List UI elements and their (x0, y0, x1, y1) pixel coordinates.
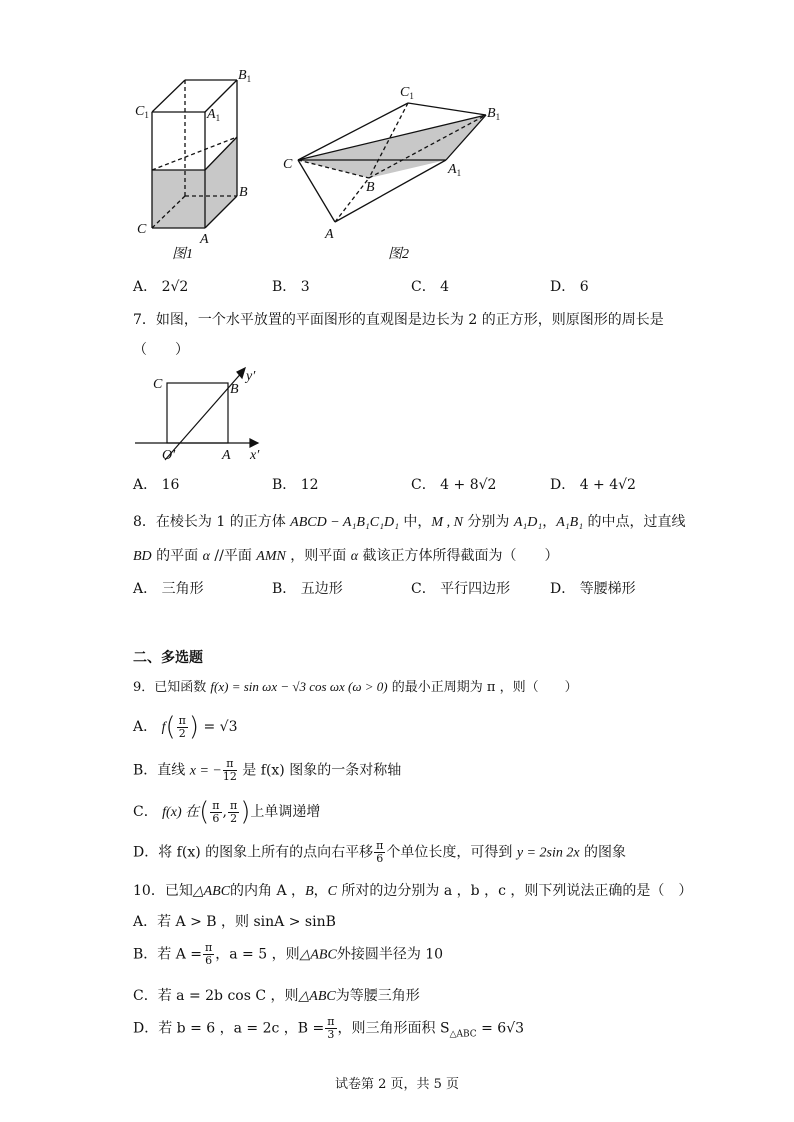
q10-option-d: D．若 b = 6 ，a = 2c ，B = $\frac{\pi}{3}$ ，则三角形面积 $S_{\triangle ABC} = 6√3$ (133, 1015, 525, 1041)
q10-option-a: A．若 A > B ，则 sinA > sinB (133, 914, 336, 930)
label2-B1: $B_1$ (487, 106, 501, 122)
q6-option-d: D． 6 (550, 279, 589, 295)
q7-option-b: B． 12 (272, 477, 319, 493)
label-C1: $C_1$ (135, 104, 149, 120)
label-A: A (200, 232, 209, 247)
q9-option-b: B．直线 x = − $\frac{\pi}{12}$ 是 f(x) 图象的一条对称轴 (133, 757, 402, 783)
q7-label-C: C (153, 377, 163, 392)
x-arrow (250, 439, 258, 447)
q9-option-c: C． f(x) 在( $\frac{\pi}{6}$ , $\frac{\pi}{2}$ )上单调递增 (133, 797, 321, 827)
label-C: C (137, 222, 147, 237)
label-B: B (239, 185, 248, 200)
fig1-caption: 图1 (172, 247, 193, 262)
fig2-caption: 图2 (388, 247, 409, 262)
q8-option-a: A． 三角形 (133, 581, 204, 597)
q7-option-d: D． 4 + 4√2 (550, 477, 636, 493)
q9-option-a: A． f( $\frac{\pi}{2}$ ) = √3 (133, 712, 238, 742)
q7-option-c: C． 4 + 8√2 (411, 477, 497, 493)
q9-stem: 9．已知函数 f(x) = sin ωx − √3 cos ωx (ω > 0) 的最小正周期为 π ，则（ ） (133, 679, 578, 695)
q10-option-b: B．若 A = $\frac{\pi}{6}$ ，a = 5 ，则△ABC外接圆半径为 10 (133, 941, 444, 967)
q6-option-c: C． 4 (411, 279, 450, 295)
q7-label-B: B (230, 382, 239, 397)
q10-option-c: C．若 a = 2b cos C ，则△ABC为等腰三角形 (133, 988, 420, 1004)
q10-stem: 10．已知△ABC的内角 A ，B，C 所对的边分别为 a ，b ，c ，则下列说法正确的是（ ） (133, 883, 693, 899)
q7-paren: （ ） (133, 342, 189, 358)
q7-label-A: A (222, 448, 231, 463)
q8-option-d: D． 等腰梯形 (550, 581, 636, 597)
label2-A1: $A_1$ (448, 162, 462, 178)
section-2-title: 二、多选题 (133, 650, 203, 666)
q7-option-a: A． 16 (133, 477, 180, 493)
q7-stem: 7．如图，一个水平放置的平面图形的直观图是边长为 2 的正方形，则原图形的周长是 (133, 312, 664, 328)
q6-option-b: B． 3 (272, 279, 310, 295)
label2-A: A (325, 227, 334, 242)
q7-label-O: O′ (162, 448, 176, 463)
q7-label-y: y′ (246, 369, 256, 384)
q8-line1: 8．在棱长为 1 的正方体 ABCD − A₁B₁C₁D₁ 中，M , N 分别为 A₁D₁，A₁B₁ 的中点，过直线 (133, 514, 686, 530)
square (167, 383, 228, 443)
q8-option-b: B． 五边形 (272, 581, 343, 597)
page-footer: 试卷第 2 页，共 5 页 (334, 1077, 460, 1092)
label-B1: $B_1$ (238, 68, 252, 84)
q7-figure (0, 0, 794, 500)
label-A1: $A_1$ (207, 107, 221, 123)
q7-label-x: x′ (250, 448, 260, 463)
label2-B: B (366, 180, 375, 195)
label2-C: C (283, 157, 293, 172)
q8-option-c: C． 平行四边形 (411, 581, 511, 597)
label2-C1: $C_1$ (400, 85, 414, 101)
q8-line2: BD 的平面 α //平面 AMN ，则平面 α 截该正方体所得截面为（ ） (133, 548, 559, 564)
q6-option-a: A． 2√2 (133, 279, 189, 295)
q9-option-d: D．将 f(x) 的图象上所有的点向右平移 $\frac{\pi}{6}$ 个单位长度，可得到 y = 2sin 2x 的图象 (133, 839, 626, 865)
